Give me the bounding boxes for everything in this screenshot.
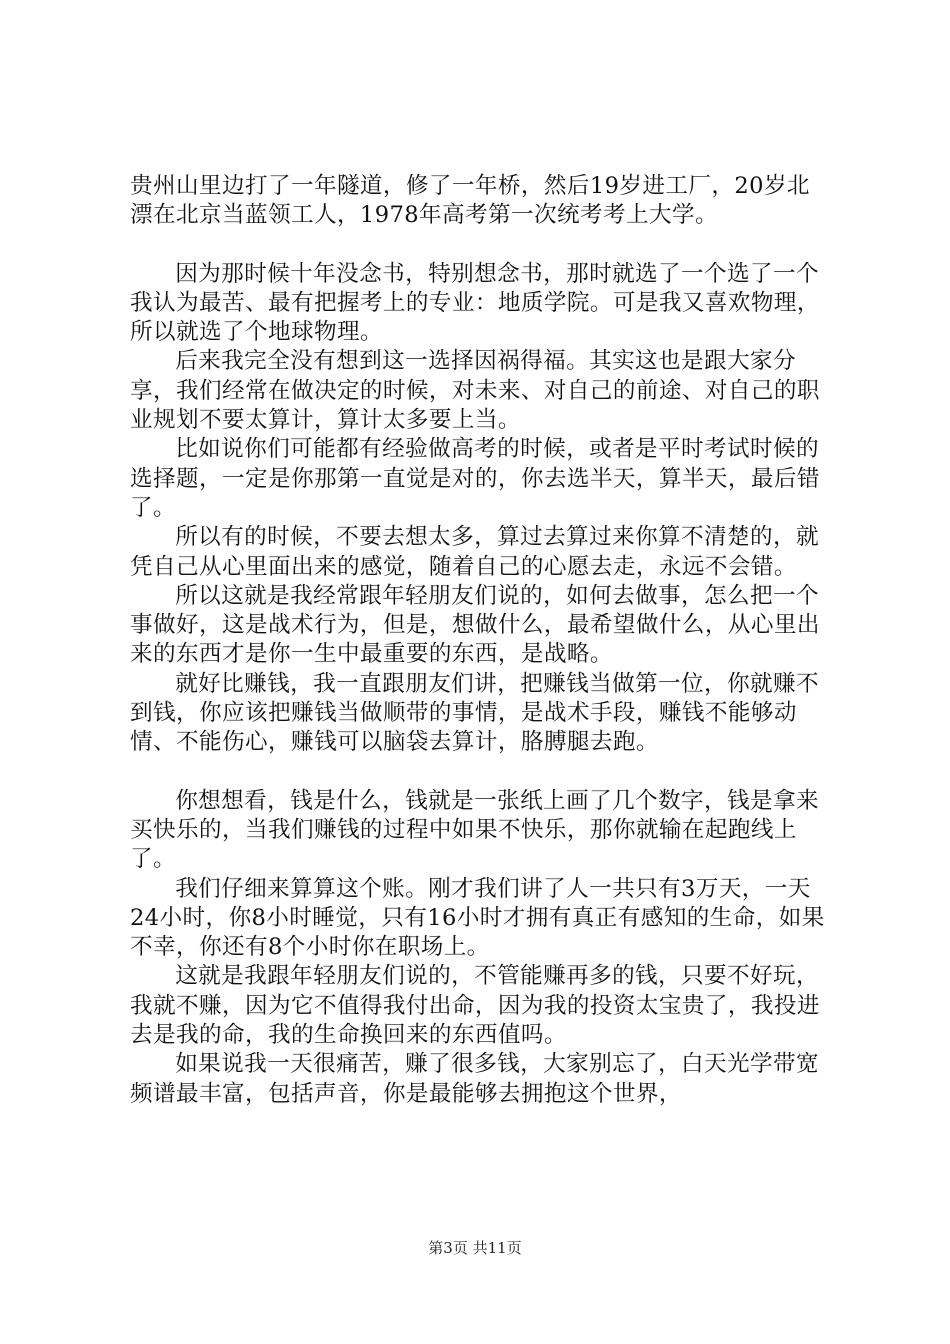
paragraph-11: 如果说我一天很痛苦，赚了很多钱，大家别忘了，白天光学带宽频谱最丰富，包括声音，你是最能够去拥抱这个世界， xyxy=(130,1051,820,1107)
paragraph-9: 我们仔细来算算这个账。刚才我们讲了人一共只有3万天，一天24小时，你8小时睡觉，只有16小时才拥有真正有感知的生命，如果不幸，你还有8个小时你在职场上。 xyxy=(130,875,825,961)
paragraph-7: 就好比赚钱，我一直跟朋友们讲，把赚钱当做第一位，你就赚不到钱，你应该把赚钱当做顺带的事情，是战术手段，赚钱不能够动情、不能伤心，赚钱可以脑袋去算计，胳膊腿去跑。 xyxy=(130,670,820,756)
paragraph-8: 你想想看，钱是什么，钱就是一张纸上画了几个数字，钱是拿来买快乐的，当我们赚钱的过程中如果不快乐，那你就输在起跑线上了。 xyxy=(130,787,820,873)
paragraph-5: 所以有的时候，不要去想太多，算过去算过来你算不清楚的，就凭自己从心里面出来的感觉，随着自己的心愿去走，永远不会错。 xyxy=(130,524,820,580)
paragraph-1: 贵州山里边打了一年隧道，修了一年桥，然后19岁进工厂，20岁北漂在北京当蓝领工人，1978年高考第一次统考考上大学。 xyxy=(130,173,810,229)
paragraph-10: 这就是我跟年轻朋友们说的，不管能赚再多的钱，只要不好玩，我就不赚，因为它不值得我付出命，因为我的投资太宝贵了，我投进去是我的命，我的生命换回来的东西值吗。 xyxy=(130,963,820,1049)
paragraph-2: 因为那时候十年没念书，特别想念书，那时就选了一个选了一个我认为最苦、最有把握考上的专业：地质学院。可是我又喜欢物理，所以就选了个地球物理。 xyxy=(130,260,820,346)
paragraph-4: 比如说你们可能都有经验做高考的时候，或者是平时考试时候的选择题，一定是你那第一直觉是对的，你去选半天，算半天，最后错了。 xyxy=(130,436,820,521)
page-number-footer: 第3页 共11页 xyxy=(428,1239,522,1257)
document-body xyxy=(130,172,830,1109)
paragraph-6: 所以这就是我经常跟年轻朋友们说的，如何去做事，怎么把一个事做好，这是战术行为，但是，想做什么，最希望做什么，从心里出来的东西才是你一生中最重要的东西，是战略。 xyxy=(130,582,820,668)
paragraph-3: 后来我完全没有想到这一选择因祸得福。其实这也是跟大家分享，我们经常在做决定的时候，对未来、对自己的前途、对自己的职业规划不要太算计，算计太多要上当。 xyxy=(130,348,820,434)
